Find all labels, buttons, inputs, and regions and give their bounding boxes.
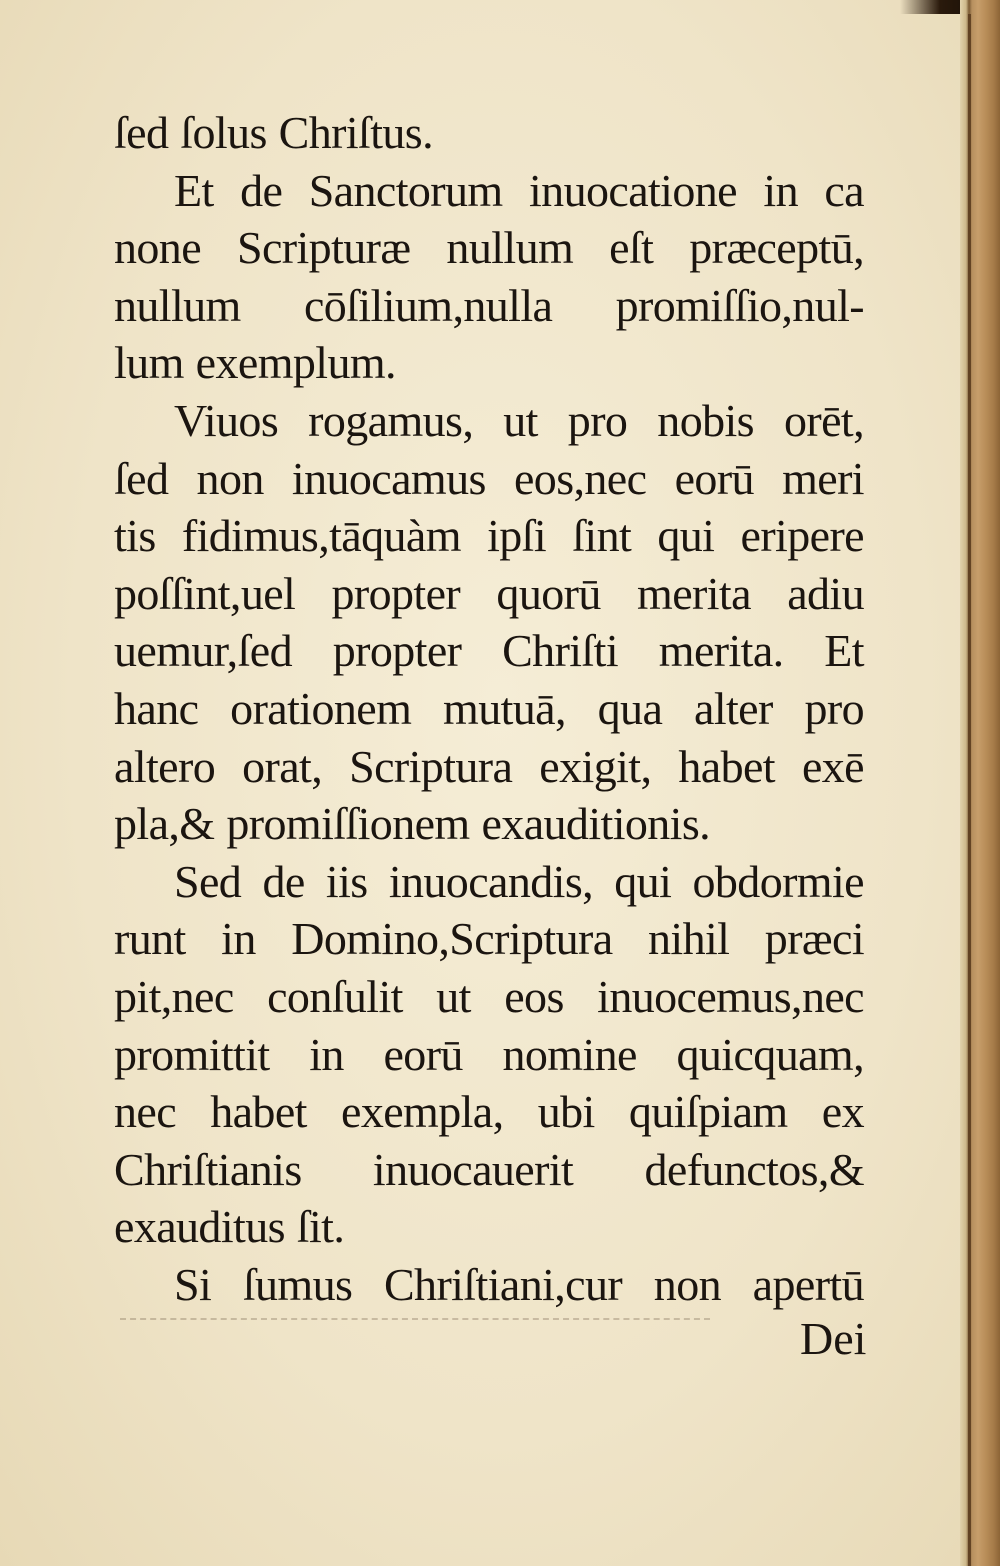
text-line: nec habet exempla, ubi quiſpiam ex	[114, 1086, 864, 1138]
text-line: none Scripturæ nullum eſt præceptū,	[114, 222, 864, 274]
text-line: Si ſumus Chriſtiani,cur non apertū	[174, 1258, 864, 1310]
text-line: pit,nec conſulit ut eos inuocemus,nec	[114, 970, 864, 1022]
text-line: Chriſtianis inuocauerit defunctos,&	[114, 1143, 864, 1195]
text-line: pla,& promiſſionem exauditionis.	[114, 798, 711, 850]
text-line: promittit in eorū nomine quicquam,	[114, 1028, 864, 1080]
page-fold-line	[968, 14, 971, 1566]
text-line: hanc orationem mutuā, qua alter pro	[114, 682, 864, 734]
body-text	[114, 104, 864, 1313]
text-line: nullum cōſilium,nulla promiſſio,nul-	[114, 279, 864, 331]
text-line: lum exemplum.	[114, 337, 396, 389]
text-line: poſſint,uel propter quorū merita adiu	[114, 567, 864, 619]
text-line: Viuos rogamus, ut pro nobis orēt,	[174, 394, 864, 446]
bleed-through-rule	[120, 1318, 710, 1320]
text-line: tis fidimus,tāquàm ipſi ſint qui eripere	[114, 510, 864, 562]
book-binding-edge	[960, 0, 1000, 1566]
text-line: exauditus ſit.	[114, 1201, 345, 1253]
text-line: Sed de iis inuocandis, qui obdormie	[174, 855, 864, 907]
text-line: altero orat, Scriptura exigit, habet exē	[114, 740, 864, 792]
text-line: uemur,ſed propter Chriſti merita. Et	[114, 625, 864, 677]
text-line: ſed non inuocamus eos,nec eorū meri	[114, 452, 864, 504]
text-line: ſed ſolus Chriſtus.	[114, 107, 434, 158]
text-line: Et de Sanctorum inuocatione in ca	[174, 164, 864, 216]
text-line: runt in Domino,Scriptura nihil præci	[114, 913, 864, 965]
catchword: Dei	[800, 1313, 867, 1364]
